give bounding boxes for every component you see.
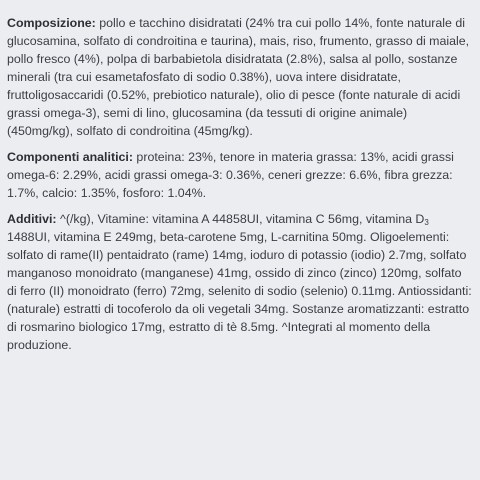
additives-label: Additivi: bbox=[7, 212, 57, 226]
analytical-components-text: proteina: 23%, tenore in materia grassa: 13%, acidi grassi omega-6: 2.29%, acidi grassi omega-3: 0.36%, ceneri grezze: 6.6%, fibra grezza: 1.7%, calcio: 1.35%, fosforo: 1.04%. bbox=[7, 150, 454, 200]
additives-paragraph bbox=[7, 210, 472, 354]
composition-paragraph bbox=[7, 14, 472, 140]
additives-section bbox=[7, 210, 472, 354]
composition-text: pollo e tacchino disidratati (24% tra cui pollo 14%, fonte naturale di glucosamina, solfato di condroitina e taurina), mais, riso, frumento, grasso di maiale, pollo fresco (4%), polpa di barbabietola disidratata (2.8%), salsa al pollo, sostanze minerali (tra cui esametafosfato di sodio 0.38%), uova intere disidratate, fruttoligosaccaridi (0.52%, prebiotico naturale), olio di pesce (fonte naturale di acidi grassi omega-3), semi di lino, glucosamina (da tessuti di origine animale) (450mg/kg), solfato di condroitina (45mg/kg). bbox=[7, 16, 470, 138]
additives-text-end: 1488UI, vitamina E 249mg, beta-carotene 5mg, L-carnitina 50mg. Oligoelementi: solfato di rame(II) pentaidrato (rame) 14mg, ioduro di potassio (iodio) 2.7mg, solfato manganoso monoidrato (manganese) 41mg, ossido di zinco (zinco) 120mg, solfato di ferro (II) monoidrato (ferro) 72mg, selenito di sodio (selenio) 0.11mg. Antiossidanti: (naturale) estratti di tocoferolo da oli vegetali 34mg. Sostanze aromatizzanti: estratto di rosmarino biologico 17mg, estratto di tè 8.5mg. ^Integrati al momento della produzione. bbox=[7, 230, 472, 352]
additives-text-start: ^(/kg), Vitamine: vitamina A 44858UI, vitamina C 56mg, vitamina D bbox=[56, 212, 425, 226]
composition-section bbox=[7, 14, 472, 140]
vitamin-d-subscript: 3 bbox=[424, 218, 429, 227]
analytical-components-paragraph bbox=[7, 148, 472, 202]
analytical-components-label: Componenti analitici: bbox=[7, 150, 133, 164]
analytical-components-section bbox=[7, 148, 472, 202]
composition-label: Composizione: bbox=[7, 16, 96, 30]
